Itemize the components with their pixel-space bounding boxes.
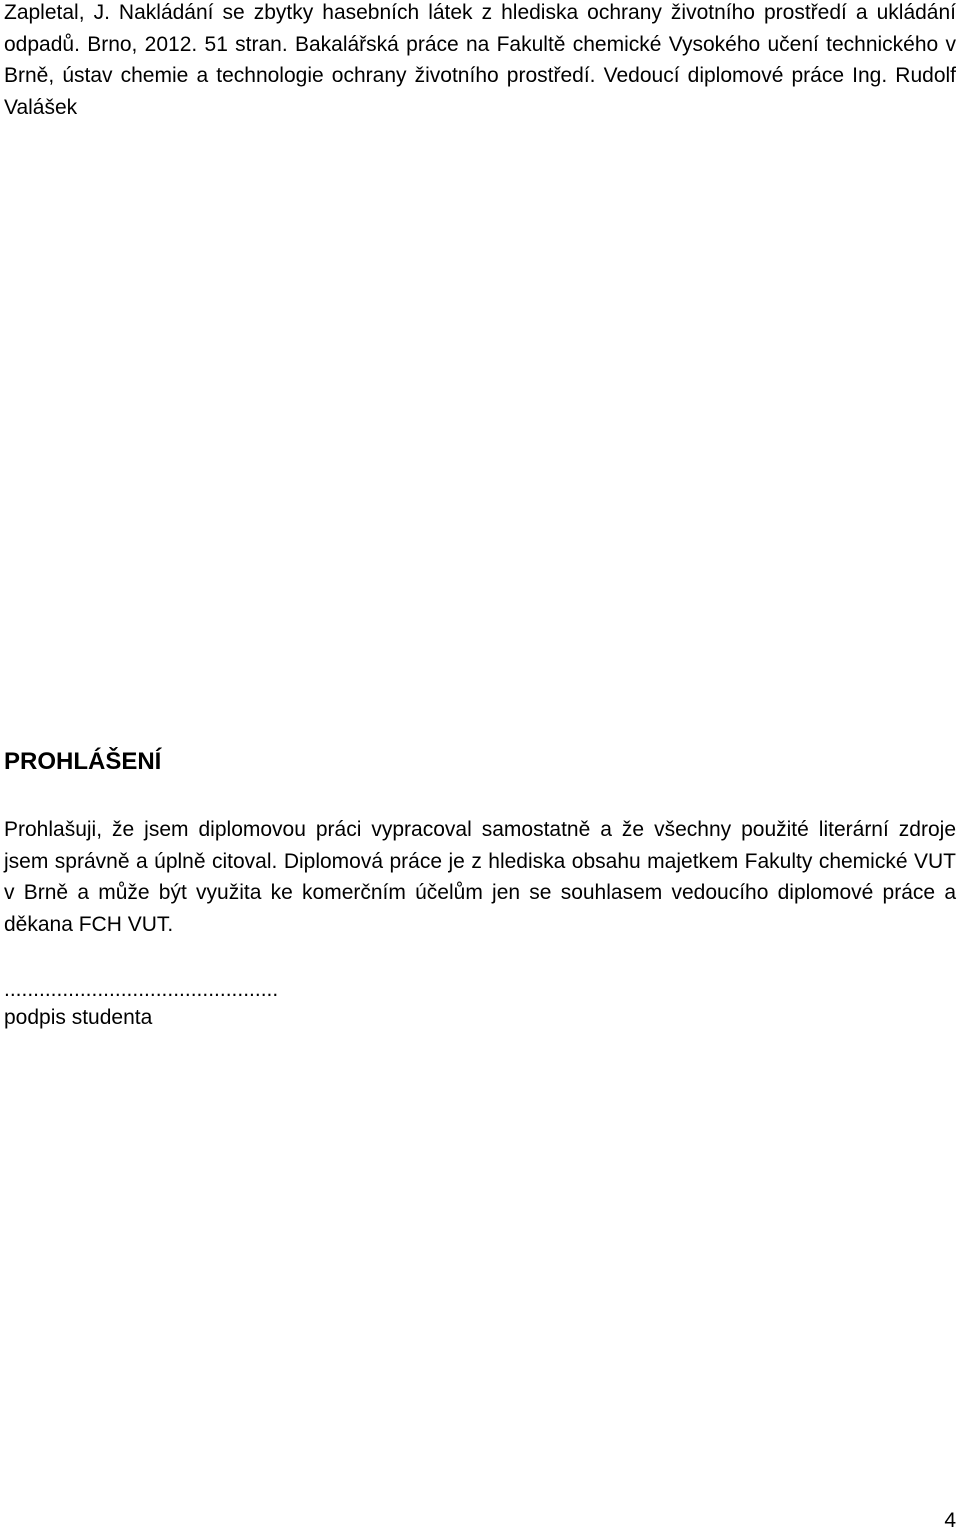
- declaration-text: Prohlašuji, že jsem diplomovou práci vypracoval samostatně a že všechny použité literární zdroje jsem správně a úplně citoval. Diplomová práce je z hlediska obsahu majetkem Fakulty chemické VUT v Brně a může být využita ke komerčním účelům jen se souhlasem vedoucího diplomové práce a děkana FCH VUT.: [4, 818, 956, 936]
- page-number: 4: [944, 1509, 956, 1532]
- signature-line: ...............................................: [4, 978, 279, 1001]
- declaration-heading: PROHLÁŠENÍ: [4, 748, 162, 775]
- signature-label: podpis studenta: [4, 1006, 153, 1029]
- bibliographic-citation: Zapletal, J. Nakládání se zbytky hasebních látek z hlediska ochrany životního prostředí a ukládání odpadů. Brno, 2012. 51 stran. Bakalářská práce na Fakultě chemické Vysokého učení technického v Brně, ústav chemie a technologie ochrany životního prostředí. Vedoucí diplomové práce Ing. Rudolf Valášek: [4, 1, 956, 119]
